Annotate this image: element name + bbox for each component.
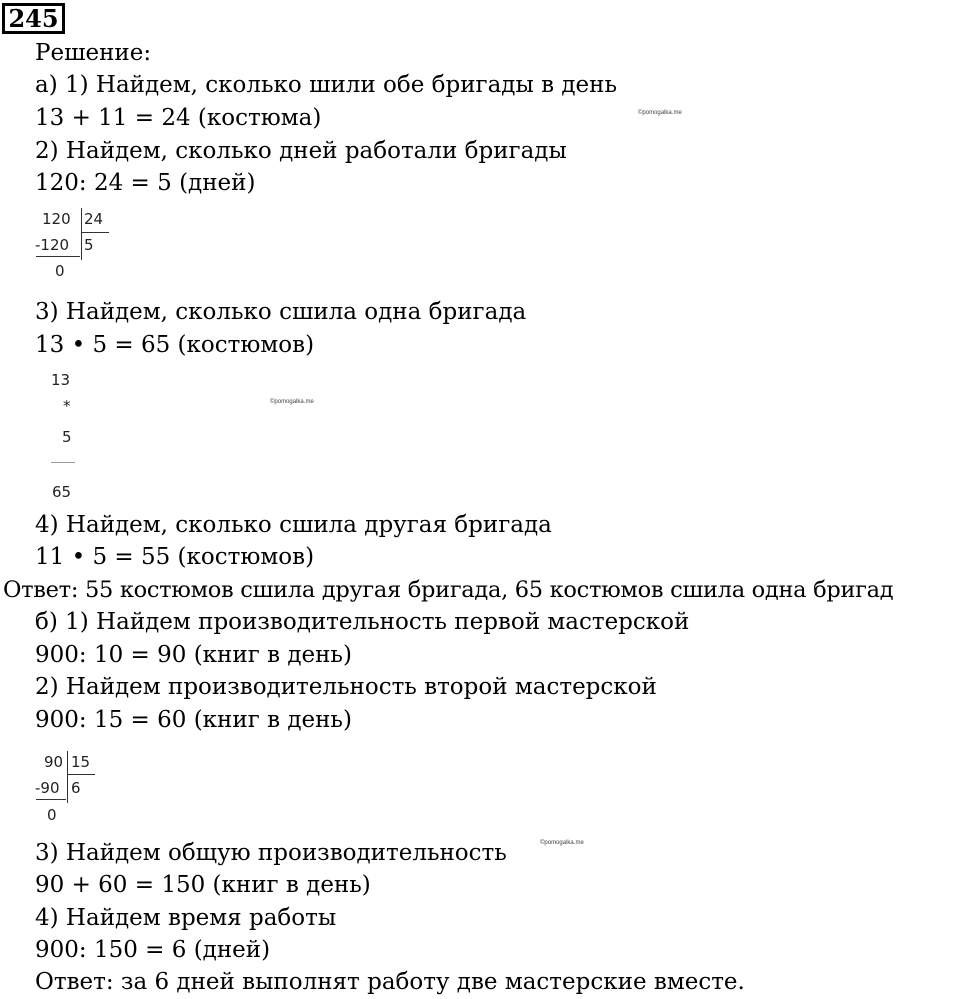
div2-divisor: 15	[71, 753, 91, 771]
a-step2-equation: 120: 24 = 5 (дней)	[35, 170, 256, 196]
mul-factor-b: 5	[62, 428, 72, 446]
a-step1-equation: 13 + 11 = 24 (костюма)	[35, 105, 322, 131]
b-step1-equation: 900: 10 = 90 (книг в день)	[35, 642, 352, 668]
b-answer: Ответ: за 6 дней выполнят работу две мастерские вместе.	[35, 969, 745, 995]
div1-subtraction-line	[36, 256, 80, 257]
div1-divisor-line	[82, 232, 109, 233]
div2-remainder: 0	[47, 806, 57, 824]
watermark: ©pomogalka.me	[638, 110, 682, 116]
task-number: 245	[2, 3, 65, 34]
b-step4-title: 4) Найдем время работы	[35, 905, 337, 931]
b-step1-title: б) 1) Найдем производительность первой мастерской	[35, 609, 690, 635]
div2-divisor-line	[68, 774, 95, 775]
a-step4-equation: 11 • 5 = 55 (костюмов)	[35, 544, 315, 570]
mul-operator: *	[63, 397, 71, 415]
div1-subtrahend: -120	[35, 236, 70, 254]
a-step2-title: 2) Найдем, сколько дней работали бригады	[35, 138, 567, 164]
b-step4-equation: 900: 150 = 6 (дней)	[35, 937, 271, 963]
b-step2-equation: 900: 15 = 60 (книг в день)	[35, 707, 352, 733]
mul-result: 65	[52, 483, 72, 501]
div2-vertical-bar	[67, 751, 68, 803]
a-step1-title: а) 1) Найдем, сколько шили обе бригады в день	[35, 72, 617, 98]
a-answer: Ответ: 55 костюмов сшила другая бригада, 65 костюмов сшила одна бригад	[3, 577, 894, 603]
div1-divisor: 24	[84, 210, 104, 228]
div2-quotient: 6	[71, 779, 81, 797]
b-step2-title: 2) Найдем производительность второй мастерской	[35, 674, 657, 700]
b-step3-title: 3) Найдем общую производительность	[35, 840, 507, 866]
a-step4-title: 4) Найдем, сколько сшила другая бригада	[35, 512, 552, 538]
watermark: ©pomogalka.me	[270, 399, 314, 405]
div2-subtraction-line	[36, 799, 66, 800]
div1-dividend: 120	[42, 210, 71, 228]
watermark: ©pomogalka.me	[540, 840, 584, 846]
div2-dividend: 90	[44, 753, 64, 771]
div1-remainder: 0	[55, 262, 65, 280]
div2-subtrahend: -90	[35, 779, 60, 797]
div1-vertical-bar	[81, 208, 82, 260]
a-step3-title: 3) Найдем, сколько сшила одна бригада	[35, 299, 527, 325]
a-step3-equation: 13 • 5 = 65 (костюмов)	[35, 332, 315, 358]
solution-label: Решение:	[35, 40, 152, 66]
mul-result-line	[51, 462, 75, 463]
div1-quotient: 5	[84, 236, 94, 254]
mul-factor-a: 13	[51, 371, 71, 389]
b-step3-equation: 90 + 60 = 150 (книг в день)	[35, 872, 371, 898]
